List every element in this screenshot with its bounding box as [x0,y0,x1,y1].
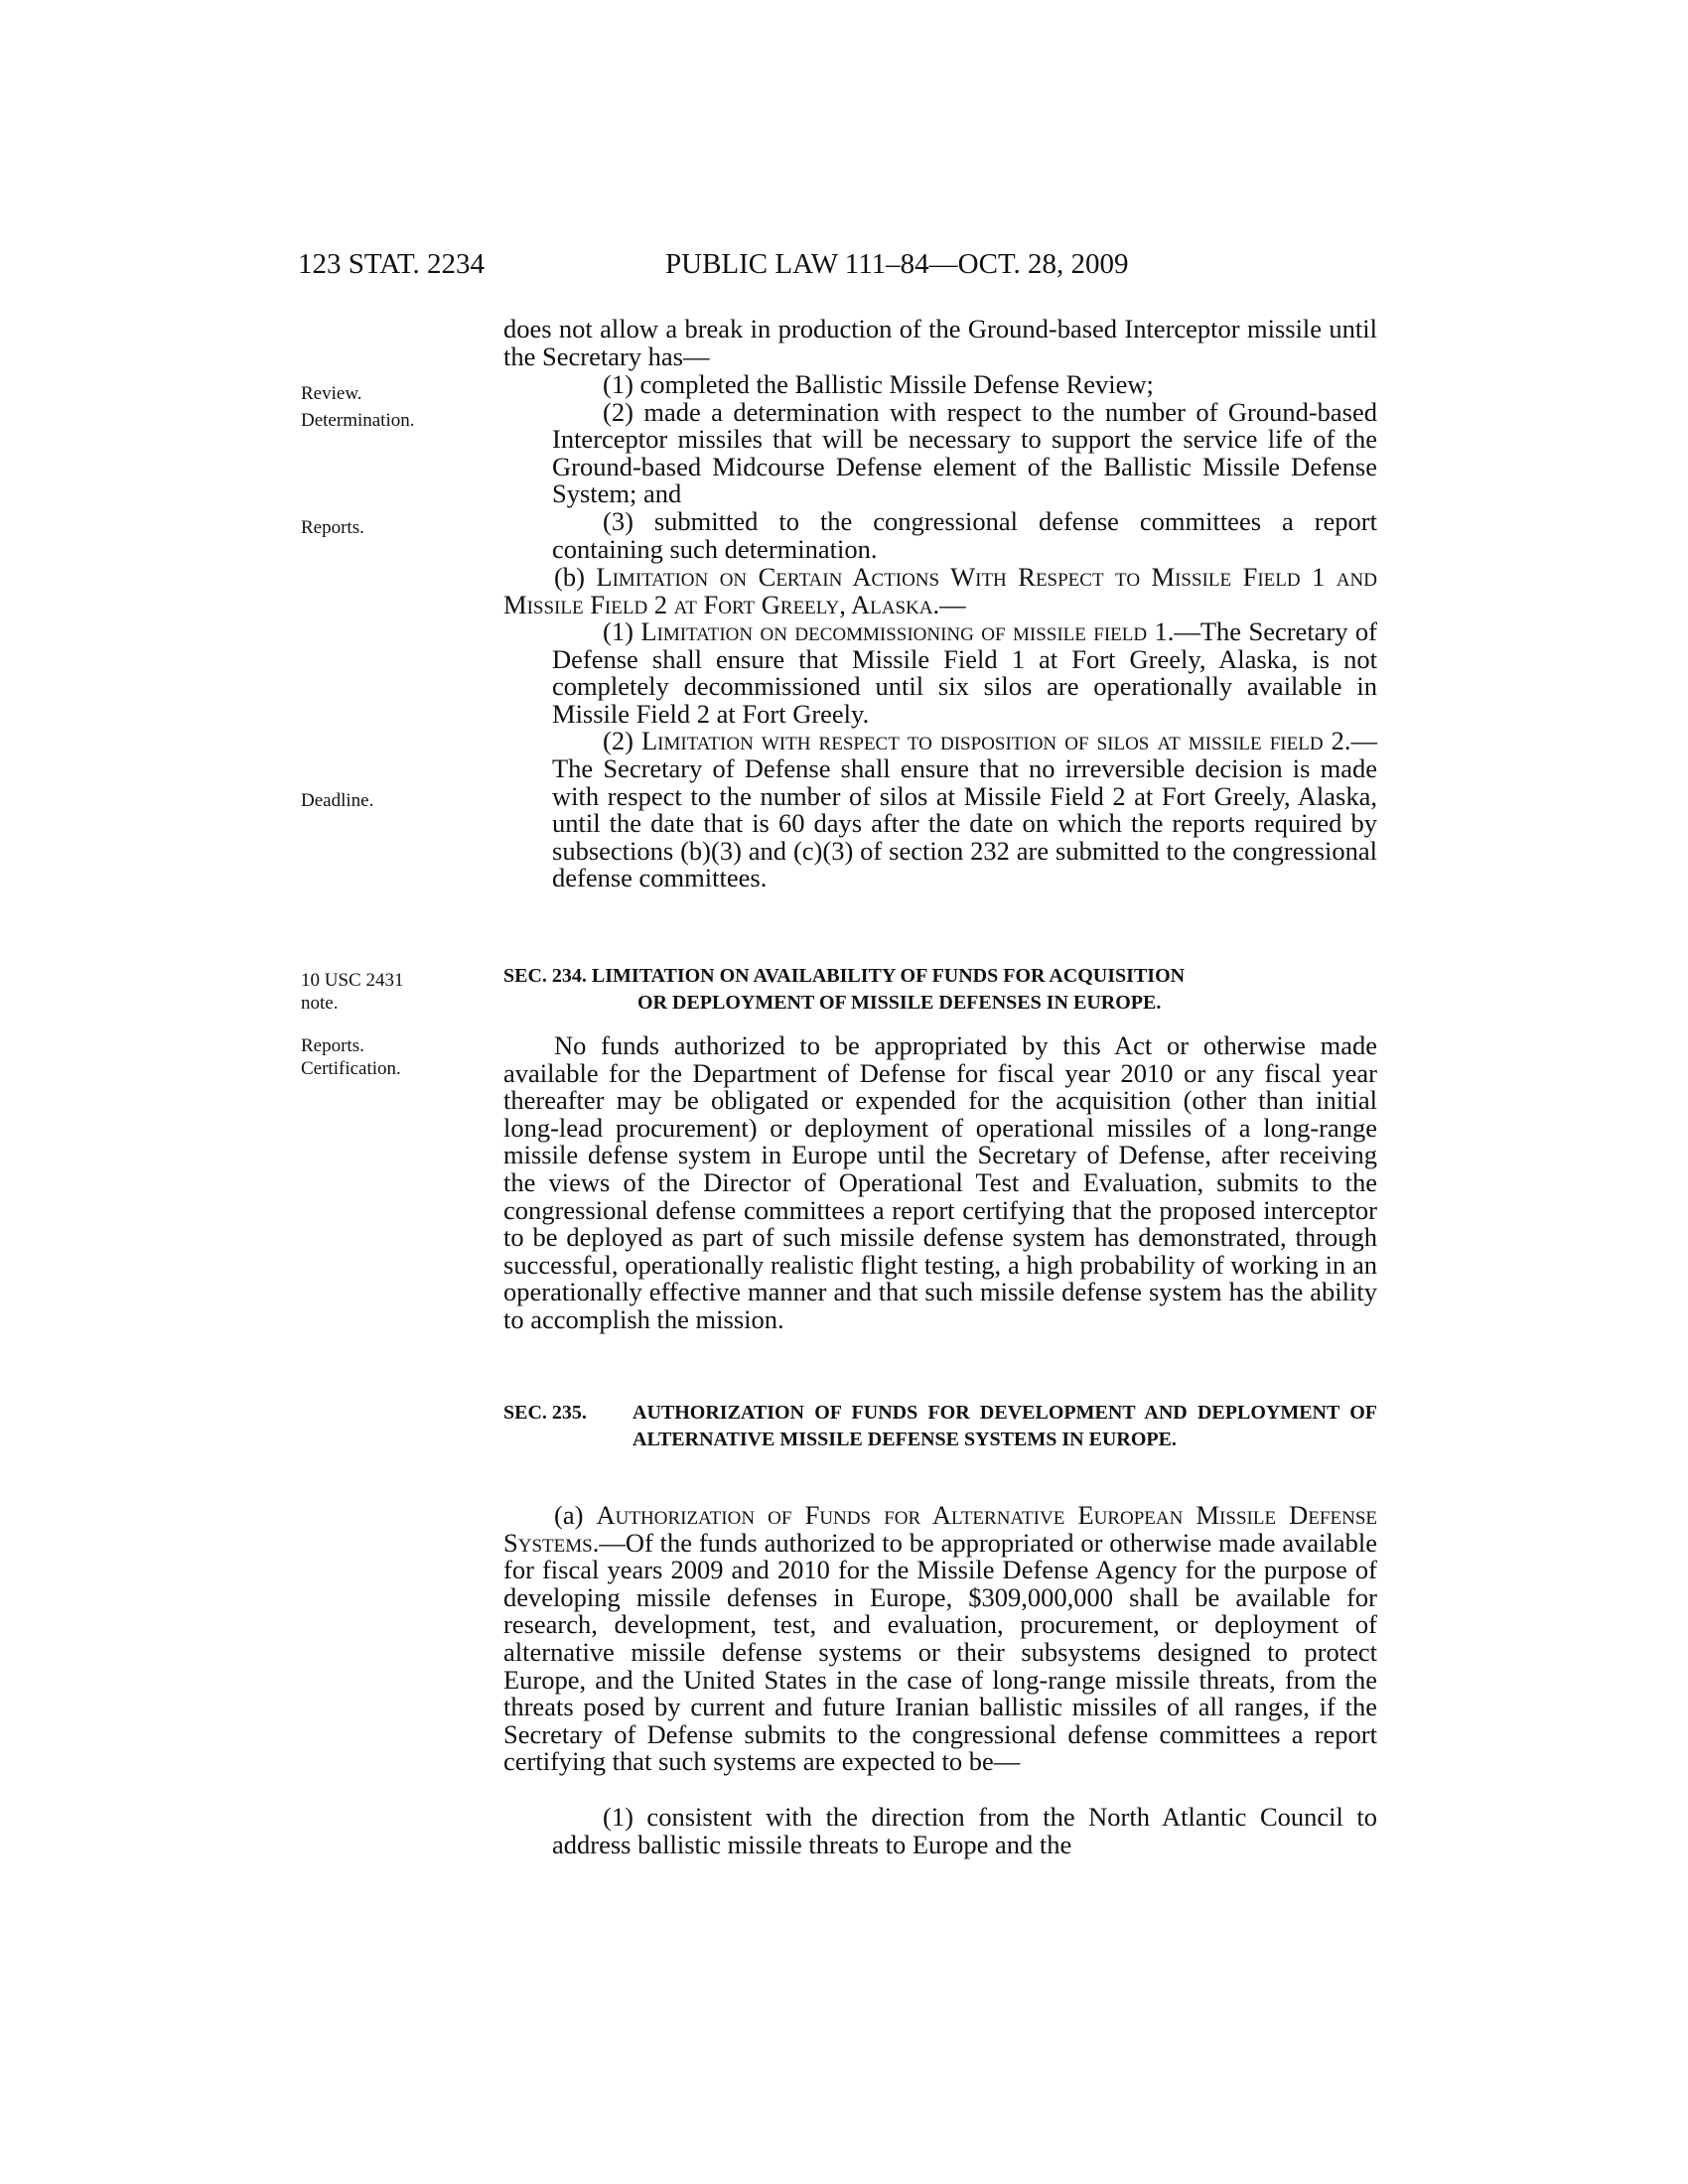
section-234-body [503,1032,1377,1334]
b2-text: —The Secretary of Defense shall ensure that no irreversible decision is made with respect to the number of silos at Missile Field 2 at Fort Greely, Alaska, until the date that is 60 days after the date on which the reports required by subsections (b)(3) and (c)(3) of section 232 are submitted to the congressional defense committees. [552,726,1377,893]
subsection-b-dash: — [939,589,966,619]
margin-note-certification: Certification. [301,1058,401,1079]
body-intro [503,316,1377,370]
margin-note-usc [301,969,480,1015]
a-text: —Of the funds authorized to be appropriated or otherwise made available for fiscal years 2009 and 2010 for the Missile Defense Agency for the purpose of developing missile defenses in Europe, $309,000,000 shall be available for research, development, test, and evaluation, procurement, or deployment of alternative missile defense systems or their subsystems designed to protect Europe, and the United States in the case of long-range missile threats, from the threats posed by current and future Iranian ballistic missiles of all ranges, if the Secretary of Defense submits to the congressional defense committees a report certifying that such systems are expected to be— [503,1527,1377,1777]
section-235-number: SEC. 235. [503,1402,587,1424]
item-2: (2) made a determination with respect to the number of Ground-based Interceptor missiles that will be necessary to support the service life of the Ground-based Midcourse Defense element of the Ballistic Missile Defense System; and [552,396,1377,509]
margin-note-reports: Reports. [301,517,364,538]
a-label: (a) [554,1500,597,1530]
item-3: (3) submitted to the congressional defense committees a report containing such determination. [552,505,1377,564]
section-234-paragraph: No funds authorized to be appropriated by this Act or otherwise made available for the Department of Defense for fiscal year 2010 or any fiscal year thereafter may be obligated or expended for the acquisition (other than initial long-lead procurement) or deployment of operational missiles of a long-range missile defense system in Europe until the Secretary of Defense, after receiving the views of the Director of Operational Test and Evaluation, submits to the congressional defense committees a report certifying that the proposed interceptor to be deployed as part of such missile defense system has demonstrated, through successful, operationally realistic flight testing, a high probability of working in an operationally effective manner and that such missile defense system has the ability to accomplish the mission. [503,1030,1377,1334]
public-law-citation: PUBLIC LAW 111–84—OCT. 28, 2009 [665,248,1129,280]
subsection-b-label: (b) [554,562,597,592]
margin-note-usc-line2: note. [301,993,339,1014]
b1-text: —The Secretary of Defense shall ensure that Missile Field 1 at Fort Greely, Alaska, is not completely decommissioned until six silos are operationally available in Missile Field 2 at Fort Greely. [552,616,1377,729]
intro-paragraph: does not allow a break in production of the Ground-based Interceptor missile until the Secretary has— [503,314,1377,371]
margin-note-reports-2: Reports. [301,1035,364,1056]
subsection-235-a [503,1502,1377,1776]
section-235-body [503,1502,1377,1776]
margin-note-deadline: Deadline. [301,790,374,811]
margin-note-determination: Determination. [301,410,415,431]
margin-note-usc-line1: 10 USC 2431 [301,970,404,991]
b1-paragraph [552,618,1377,728]
page-header [298,248,1372,290]
margin-note-review: Review. [301,383,362,404]
margin-note-reports-cert [301,1034,480,1080]
section-234-title-line1: SEC. 234. LIMITATION ON AVAILABILITY OF FUNDS FOR ACQUISITION [503,965,1186,987]
b2-label: (2) [603,726,641,756]
b2-paragraph [552,728,1377,892]
a-heading: Authorization of Funds for Alternative European Missile Defense Systems. [503,1500,1377,1558]
item-1: (1) completed the Ballistic Missile Defense Review; [603,369,1154,399]
b1-label: (1) [603,616,641,646]
b2-heading: Limitation with respect to disposition of silos at missile field 2. [640,726,1351,756]
section-235-title [503,1400,1377,1453]
subsection-b-title: Limitation on Certain Actions With Respect to Missile Field 1 and Missile Field 2 at Fort Greely, Alaska. [503,562,1377,619]
statute-page-number: 123 STAT. 2234 [298,248,486,280]
subsection-b-items [552,618,1377,892]
section-235-items [552,1804,1377,1858]
b1-heading: Limitation on decommissioning of missile field 1. [640,616,1175,646]
section-234-title [503,963,1377,1017]
items-block [552,371,1377,563]
subsection-b [503,564,1377,618]
section-235-heading: AUTHORIZATION OF FUNDS FOR DEVELOPMENT AND DEPLOYMENT OF ALTERNATIVE MISSILE DEFENSE SYSTEMS IN EUROPE. [633,1402,1377,1450]
section-234-title-line2: OR DEPLOYMENT OF MISSILE DEFENSES IN EUROPE. [637,992,1162,1014]
subsection-b-heading [503,564,1377,618]
a1-paragraph: (1) consistent with the direction from the North Atlantic Council to address ballistic missile threats to Europe and the [552,1802,1377,1859]
